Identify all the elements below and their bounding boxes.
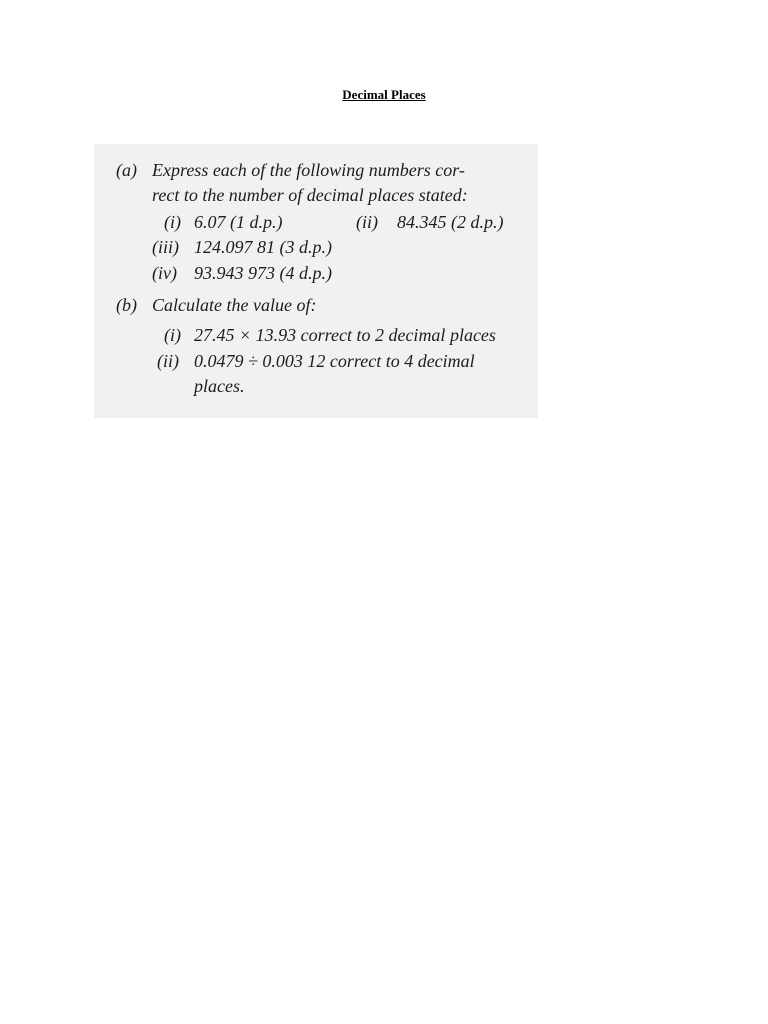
part-b-item-i-label: (i) <box>164 325 181 345</box>
part-a-item-ii-label: (ii) <box>356 212 378 232</box>
part-b-item-ii-text: 0.0479 ÷ 0.003 12 correct to 4 decimal <box>194 351 475 371</box>
part-a-label: (a) <box>116 160 137 180</box>
part-a-item-iv-label: (iv) <box>152 263 177 283</box>
part-a-item-i-text: 6.07 (1 d.p.) <box>194 212 283 232</box>
part-b-item-i-text: 27.45 × 13.93 correct to 2 decimal places <box>194 325 496 345</box>
part-a-item-iv-text: 93.943 973 (4 d.p.) <box>194 263 332 283</box>
part-a-item-i-label: (i) <box>164 212 181 232</box>
part-a-item-iii-text: 124.097 81 (3 d.p.) <box>194 237 332 257</box>
part-b-item-ii-label: (ii) <box>157 351 179 371</box>
part-a-item-iii-label: (iii) <box>152 237 179 257</box>
part-a-item-ii-text: 84.345 (2 d.p.) <box>397 212 504 232</box>
part-a-prompt-line-2: rect to the number of decimal places stated: <box>152 185 468 205</box>
part-b-label: (b) <box>116 295 137 315</box>
part-b-item-ii-continuation: places. <box>194 376 245 396</box>
document-title: Decimal Places <box>342 87 426 102</box>
part-a-prompt-line-1: Express each of the following numbers cor- <box>152 160 465 180</box>
part-b-prompt: Calculate the value of: <box>152 295 317 315</box>
scanned-exercise-image <box>94 144 538 418</box>
